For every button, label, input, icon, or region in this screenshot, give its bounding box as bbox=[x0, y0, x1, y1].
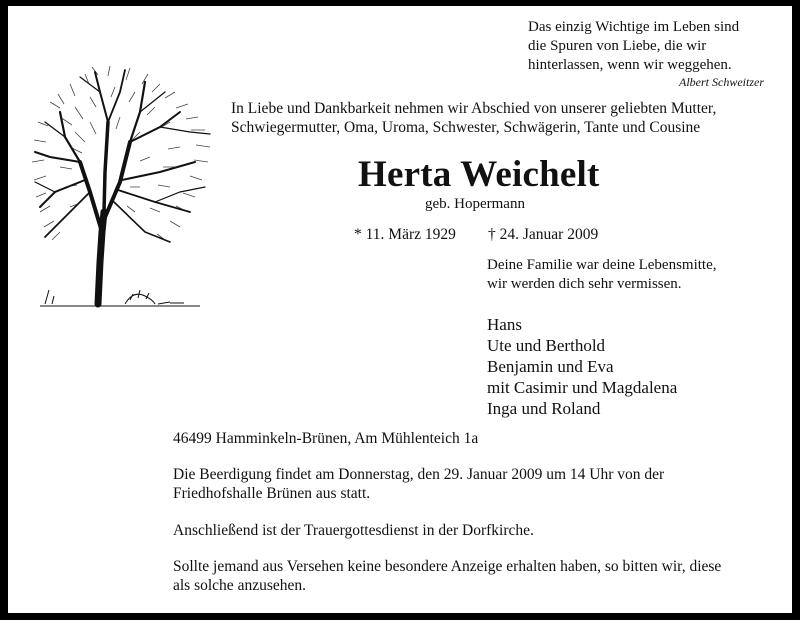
birth-date: * 11. März 1929 bbox=[354, 226, 456, 243]
family-member: Benjamin und Eva bbox=[487, 357, 614, 376]
intro-text bbox=[231, 99, 716, 137]
family-motto bbox=[487, 256, 717, 294]
quote-line: Das einzig Wichtige im Leben sind bbox=[528, 19, 740, 35]
motto-line: wir werden dich sehr vermissen. bbox=[487, 276, 682, 292]
notice-line: Sollte jemand aus Versehen keine besondere Anzeige erhalten haben, so bitten wir, diese bbox=[173, 558, 722, 575]
service-info: Anschließend ist der Trauergottesdienst in der Dorfkirche. bbox=[173, 522, 534, 539]
notice-line: als solche anzusehen. bbox=[173, 577, 306, 594]
notice-text bbox=[173, 557, 788, 595]
motto-line: Deine Familie war deine Lebensmitte, bbox=[487, 257, 717, 273]
tree-illustration-icon bbox=[30, 62, 220, 312]
maiden-name: geb. Hopermann bbox=[425, 196, 525, 212]
quote-author: Albert Schweitzer bbox=[679, 75, 764, 89]
funeral-line: Die Beerdigung findet am Donnerstag, den 29. Januar 2009 um 14 Uhr von der bbox=[173, 466, 665, 483]
funeral-line: Friedhofshalle Brünen aus statt. bbox=[173, 485, 371, 502]
deceased-name: Herta Weichelt bbox=[358, 154, 600, 195]
family-member: Ute und Berthold bbox=[487, 336, 606, 355]
quote-line: hinterlassen, wenn wir weggehen. bbox=[528, 57, 732, 73]
family-member: Inga und Roland bbox=[487, 399, 601, 418]
family-member: mit Casimir und Magdalena bbox=[487, 378, 678, 397]
intro-line: In Liebe und Dankbarkeit nehmen wir Abschied von unserer geliebten Mutter, bbox=[231, 100, 717, 117]
funeral-info bbox=[173, 465, 783, 503]
address: 46499 Hamminkeln-Brünen, Am Mühlenteich 1a bbox=[173, 430, 479, 447]
family-list bbox=[487, 314, 677, 419]
intro-line: Schwiegermutter, Oma, Uroma, Schwester, Schwägerin, Tante und Cousine bbox=[231, 119, 701, 136]
death-date: † 24. Januar 2009 bbox=[488, 226, 599, 243]
quote-block bbox=[528, 18, 764, 89]
quote-line: die Spuren von Liebe, die wir bbox=[528, 38, 707, 54]
family-member: Hans bbox=[487, 315, 522, 334]
